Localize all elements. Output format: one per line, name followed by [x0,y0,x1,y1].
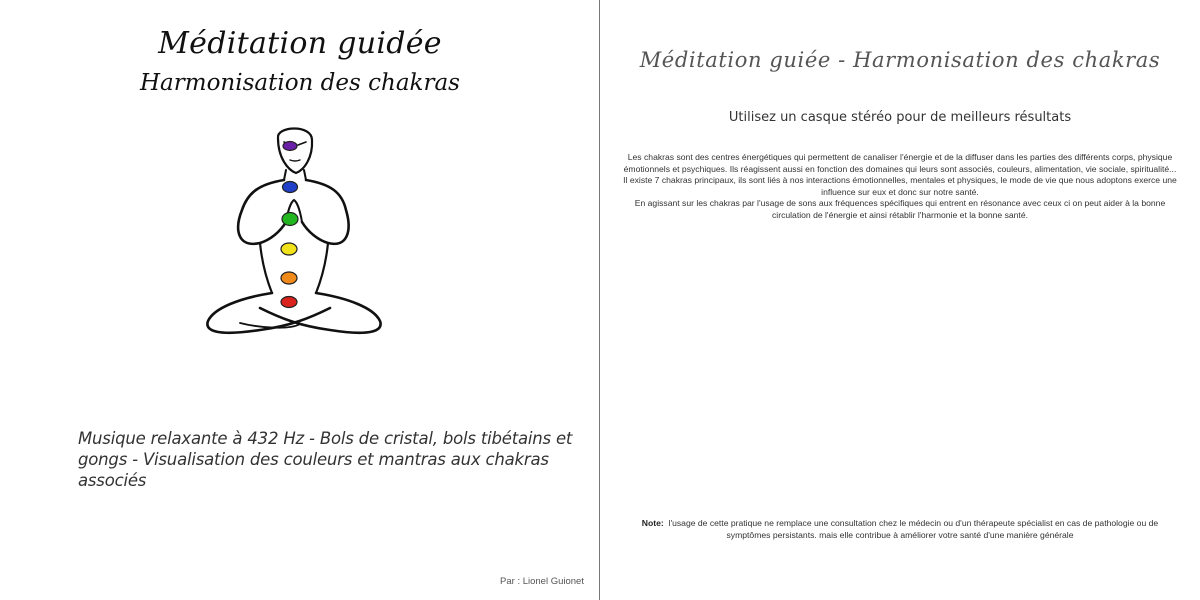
cover-subtitle: Harmonisation des chakras [140,70,460,96]
cover-title: Méditation guidée [158,26,442,61]
right-page [600,0,1200,600]
disclaimer-note [625,518,1175,541]
note-label: Note: [641,518,664,528]
note-text: l'usage de cette pratique ne remplace une consultation chez le médecin ou d'un thérapeute spécialist en cas de pathologie ou de symptômes persistants. mais elle contribue à améliorer votre santé d'une manière générale [668,518,1159,540]
meditating-figure-icon [200,118,390,348]
back-title: Méditation guiée - Harmonisation des chakras [639,48,1161,72]
author-credit: Par : Lionel Guionet [500,576,584,587]
body-paragraph: En agissant sur les chakras par l'usage de sons aux fréquences spécifiques qui entrent en résonance avec ceux ci on peut aider à la bonne circulation de l'énergie et ainsi rétablir l'harmonie et la bonne santé. [634,198,1166,220]
body-paragraph: Les chakras sont des centres énergétiques qui permettent de canaliser l'énergie et de la diffuser dans les parties des différents corps, physique émotionnels et psychiques. Ils réagissent aussi en fonction des domaines qui leurs sont associés, couleurs, alimentation, vie sociale, spiritualité... [623,152,1177,174]
body-paragraph: Il existe 7 chakras principaux, ils sont liés à nos interactions émotionnelles, mentales et physiques, le mode de vie que nous adoptons exerce une influence sur eux et donc sur notre santé. [623,175,1177,197]
headphones-note: Utilisez un casque stéréo pour de meilleurs résultats [728,110,1072,125]
chakra-description [620,152,1180,222]
cover-description: Musique relaxante à 432 Hz - Bols de cristal, bols tibétains et gongs - Visualisation des couleurs et mantras aux chakras associés [78,429,573,490]
